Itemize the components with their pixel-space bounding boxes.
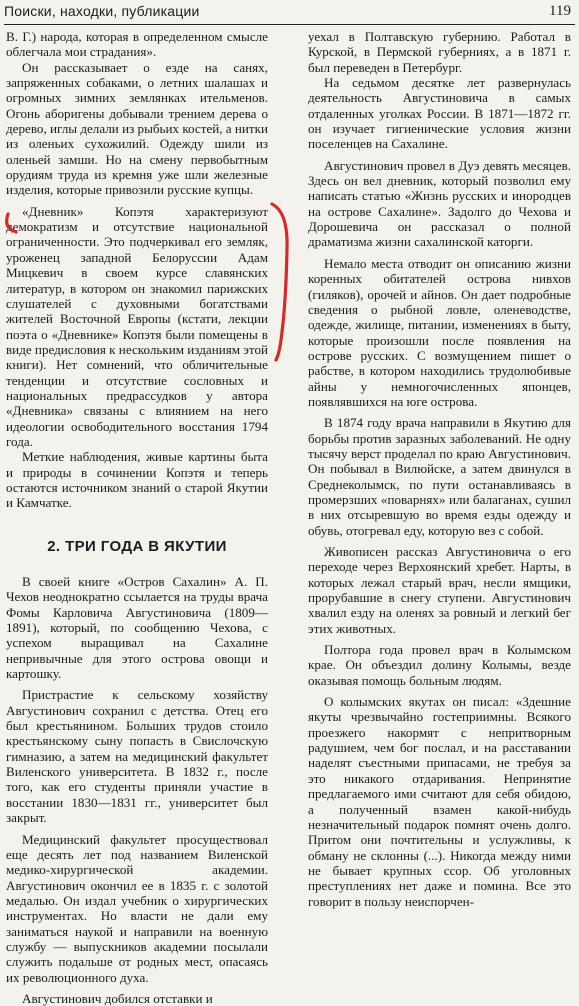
paragraph-annotated: «Дневник» Копэтя характеризуют демократизм и отсутствие национальной ограниченности. Это подчеркивал его земляк, уроженец западной Белоруссии Адам Мицкевич в своем курсе славянских литератур, в котором он знакомил парижских слушателей с духовными богатствами жителей Восточной Европы (кстати, лекции поэта о «Дневнике» Копэтя были помещены в виде предисловия к нескольким изданиям этой книги). Нет сомнений, что обличительные тенденции и отсутствие сословных и национальных предрассудков у автора «Дневника» связаны с влиянием на него идеологии освободительного восстания 1794 года. [6, 203, 269, 449]
paragraph: Немало места отводит он описанию жизни коренных обитателей острова нивхов (гиляков), орочей и айнов. Он дает подробные сведения о рыбной ловле, оленеводстве, одежде, жилище, питании, изменениях в быту, которые произошли после появления на острове русских. С возмущением пишет о рабстве, в котором находились трудолюбивые айны у немногочисленных японцев, появлявшихся на юге острова. [308, 255, 571, 409]
page-number: 119 [549, 3, 571, 19]
section-title: 2. ТРИ ГОДА В ЯКУТИИ [47, 537, 227, 555]
paragraph: В своей книге «Остров Сахалин» А. П. Чехов неоднократно ссылается на труды врача Фомы Карловича Августиновича (1809—1891), который, по сообщению Чехова, с успехом выращивал на Сахалине непривычные для этого острова овощи и картошку. [6, 574, 268, 682]
paragraph: Полтора года провел врач в Колымском крае. Он объездил долину Колымы, везде оказывая помощь больным людям. [308, 642, 571, 688]
paragraph: В 1874 году врача направили в Якутию для борьбы против заразных заболеваний. Не одну тысячу верст проделал по краю Августинович. Он побывал в Вилюйске, а затем двинулся в Среднеколымск, по пути останавливаясь в промерзших «поварнях» или балаганах, сушил в них отсыревшую во время езды одежду и обувь, отогревал еду, которую вез с собой. [308, 415, 571, 538]
bracket-right-curve [272, 204, 287, 360]
paragraph: Медицинский факультет просуществовал еще десять лет под названием Виленской медико-хирургической академии. Августинович окончил ее в 1835 г. с золотой медалью. Он издал учебник о хирургических инструментах. Но власти не дали ему заниматься наукой и направили на военную службу — выпускников академии посылали служить подальше от родных мест, опасаясь их революционного духа. [6, 831, 268, 985]
paragraph: Августинович провел в Дуэ девять месяцев. Здесь он вел дневник, который позволил ему написать статью «Жизнь русских и инородцев на острове Сахалине». Задолго до Чехова и Дорошевича он рассказал о полной драматизма жизни сахалинской каторги. [308, 157, 571, 250]
paragraph: О колымских якутах он писал: «Здешние якуты чрезвычайно гостеприимны. Всякого проезжего накормят с непритворным радушием, чем бог послал, и на расставании наделят съестными припасами, не требуя за это никакого отдаривания. Непринятие предлагаемого ими считают для себя обидою, а полученный взамен какой-нибудь незначительный подарок помнят очень долго. Притом они почтительны и услужливы, к обману не склонны (...). Никогда между ними не бывает крупных ссор. Об уголовных преступлениях нет даже и помина. Все это говорит в пользу неиспорчен- [308, 694, 571, 909]
running-head: Поиски, находки, публикации [4, 3, 200, 19]
paragraph: Он рассказывает о езде на санях, запряженных собаками, о летних шалашах и огромных зимних землянках ительменов. Огонь аборигены добывали трением дерева о дерево, иглы делали из рыбьих костей, а нитки из оленьих сухожилий. Одежду шили из оленьей замши. Но на смену первобытным орудиям труда из кремня уже шли железные изделия, которые привозили русские купцы. [6, 59, 269, 198]
paragraph: Пристрастие к сельскому хозяйству Августинович сохранил с детства. Отец его был крестьянином. Больших трудов стоило крестьянскому сыну попасть в Свислочскую гимназию, а затем на медицинский факультет Виленского университета. В 1832 г., после того, как его студенты приняли участие в восстании 1830—1831 гг., университет был закрыт. [6, 687, 268, 826]
paragraph: На седьмом десятке лет развернулась деятельность Августиновича в самых отдаленных уголках России. В 1871—1872 гг. он изучает гигиенические условия жизни поселенцев на Сахалине. [308, 75, 571, 152]
paragraph: уехал в Полтавскую губернию. Работал в Курской, в Пермской губерниях, а в 1871 г. был переведен в Петербург. [308, 29, 571, 75]
paragraph: Живописен рассказ Августиновича о его переходе через Верхоянский хребет. Нарты, в которых лежал старый врач, несли ямщики, прорубавшие в снегу ступени. Августинович хвалил езду на оленях за ровный и легкий бег этих животных. [308, 544, 571, 636]
paragraph: Меткие наблюдения, живые картины быта и природы в сочинении Копэтя и теперь остаются источником знаний о старой Якутии и Камчатке. [6, 449, 268, 511]
page-header [4, 0, 575, 25]
paragraph: Августинович добился отставки и [22, 990, 213, 1006]
right-column [308, 29, 571, 909]
left-column [6, 29, 268, 1006]
paragraph: В. Г.) народа, которая в определенном смысле облегчала мои страдания». [6, 29, 268, 60]
